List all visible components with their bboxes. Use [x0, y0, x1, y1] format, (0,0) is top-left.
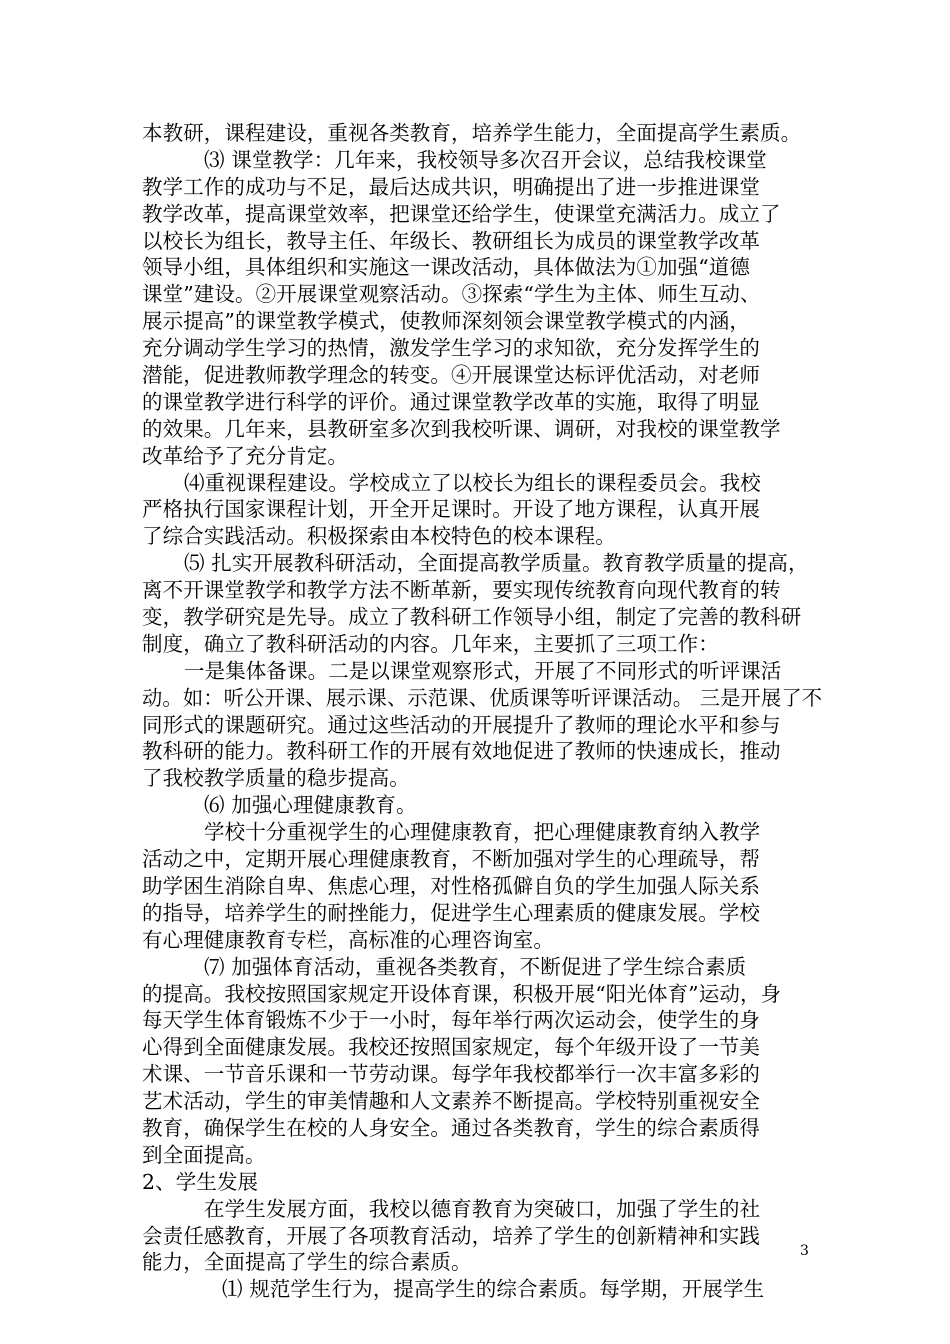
- text-line: 的效果。几年来，县教研室多次到我校听课、调研，对我校的课堂教学: [142, 416, 781, 441]
- text-line: 教学工作的成功与不足，最后达成共识，明确提出了进一步推进课堂: [142, 174, 760, 199]
- text-line: 离不开课堂教学和教学方法不断革新，要实现传统教育向现代教育的转: [142, 578, 781, 603]
- text-line: 同形式的课题研究。通过这些活动的开展提升了教师的理论水平和参与: [142, 712, 781, 737]
- text-line: 教科研的能力。教科研工作的开展有效地促进了教师的快速成长，推动: [142, 739, 781, 764]
- text-line: 领导小组，具体组织和实施这一课改活动，具体做法为①加强“道德: [142, 255, 750, 280]
- text-line: 教学改革，提高课堂效率，把课堂还给学生，使课堂充满活力。成立了: [142, 201, 781, 226]
- text-line: 严格执行国家课程计划，开全开足课时。开设了地方课程，认真开展: [142, 497, 760, 522]
- text-line: 助学困生消除自卑、焦虑心理，对性格孤僻自负的学生加强人际关系: [142, 873, 760, 898]
- text-line: 能力，全面提高了学生的综合素质。: [142, 1250, 472, 1275]
- text-line: ⑴ 规范学生行为，提高学生的综合素质。每学期，开展学生: [222, 1277, 765, 1302]
- text-line: 展示提高”的课堂教学模式，使教师深刻领会课堂教学模式的内涵，: [142, 309, 750, 334]
- body-text: [142, 120, 822, 1303]
- text-line: 术课、一节音乐课和一节劳动课。每学年我校都举行一次丰富多彩的: [142, 1062, 760, 1087]
- text-line: 艺术活动，学生的审美情趣和人文素养不断提高。学校特别重视安全: [142, 1089, 760, 1114]
- text-line: 了综合实践活动。积极探索由本校特色的校本课程。: [142, 524, 616, 549]
- text-line: 的课堂教学进行科学的评价。通过课堂教学改革的实施，取得了明显: [142, 389, 760, 414]
- text-line: ⑸ 扎实开展教科研活动，全面提高教学质量。教育教学质量的提高，: [184, 551, 809, 576]
- text-line: 学校十分重视学生的心理健康教育，把心理健康教育纳入教学: [204, 820, 761, 845]
- text-line: 潜能，促进教师教学理念的转变。④开展课堂达标评优活动，对老师: [142, 363, 760, 388]
- page-number: 3: [800, 1243, 809, 1259]
- text-line: ⑺ 加强体育活动，重视各类教育，不断促进了学生综合素质: [204, 954, 747, 979]
- text-line: 到全面提高。: [142, 1142, 266, 1167]
- text-line: 心得到全面健康发展。我校还按照国家规定，每个年级开设了一节美: [142, 1035, 760, 1060]
- text-line: 了我校教学质量的稳步提高。: [142, 766, 410, 791]
- text-line: 课堂”建设。②开展课堂观察活动。③探索“学生为主体、师生互动、: [142, 282, 761, 307]
- text-line: 在学生发展方面，我校以德育教育为突破口，加强了学生的社: [204, 1196, 761, 1221]
- text-line: 的指导，培养学生的耐挫能力，促进学生心理素质的健康发展。学校: [142, 900, 760, 925]
- text-line: 一是集体备课。二是以课堂观察形式，开展了不同形式的听评课活: [184, 658, 782, 683]
- text-line: 制度，确立了教科研活动的内容。几年来，主要抓了三项工作：: [142, 631, 719, 656]
- text-line: 充分调动学生学习的热情，激发学生学习的求知欲，充分发挥学生的: [142, 336, 760, 361]
- text-line: ⑹ 加强心理健康教育。: [204, 793, 417, 818]
- text-line: 的提高。我校按照国家规定开设体育课，积极开展“阳光体育”运动，身: [142, 981, 782, 1006]
- text-line: 变，教学研究是先导。成立了教科研工作领导小组，制定了完善的教科研: [142, 605, 802, 630]
- text-line: 本教研，课程建设，重视各类教育，培养学生能力，全面提高学生素质。: [142, 121, 802, 145]
- text-line: 教育，确保学生在校的人身安全。通过各类教育，学生的综合素质得: [142, 1115, 760, 1140]
- text-line: 以校长为组长，教导主任、年级长、教研组长为成员的课堂教学改革: [142, 228, 760, 253]
- text-line: 每天学生体育锻炼不少于一小时，每年举行两次运动会，使学生的身: [142, 1008, 760, 1033]
- text-line: ⑷重视课程建设。学校成立了以校长为组长的课程委员会。我校: [184, 470, 761, 495]
- text-line: 改革给予了充分肯定。: [142, 443, 348, 468]
- text-line: 2、学生发展: [142, 1169, 259, 1194]
- text-line: 活动之中，定期开展心理健康教育，不断加强对学生的心理疏导，帮: [142, 847, 760, 872]
- text-line: 会责任感教育，开展了各项教育活动，培养了学生的创新精神和实践: [142, 1223, 760, 1248]
- text-line: 动。如：听公开课、展示课、示范课、优质课等听评课活动。 三是开展了不: [142, 685, 823, 710]
- text-line: 有心理健康教育专栏，高标准的心理咨询室。: [142, 927, 554, 952]
- text-line: ⑶ 课堂教学：几年来，我校领导多次召开会议，总结我校课堂: [204, 147, 767, 172]
